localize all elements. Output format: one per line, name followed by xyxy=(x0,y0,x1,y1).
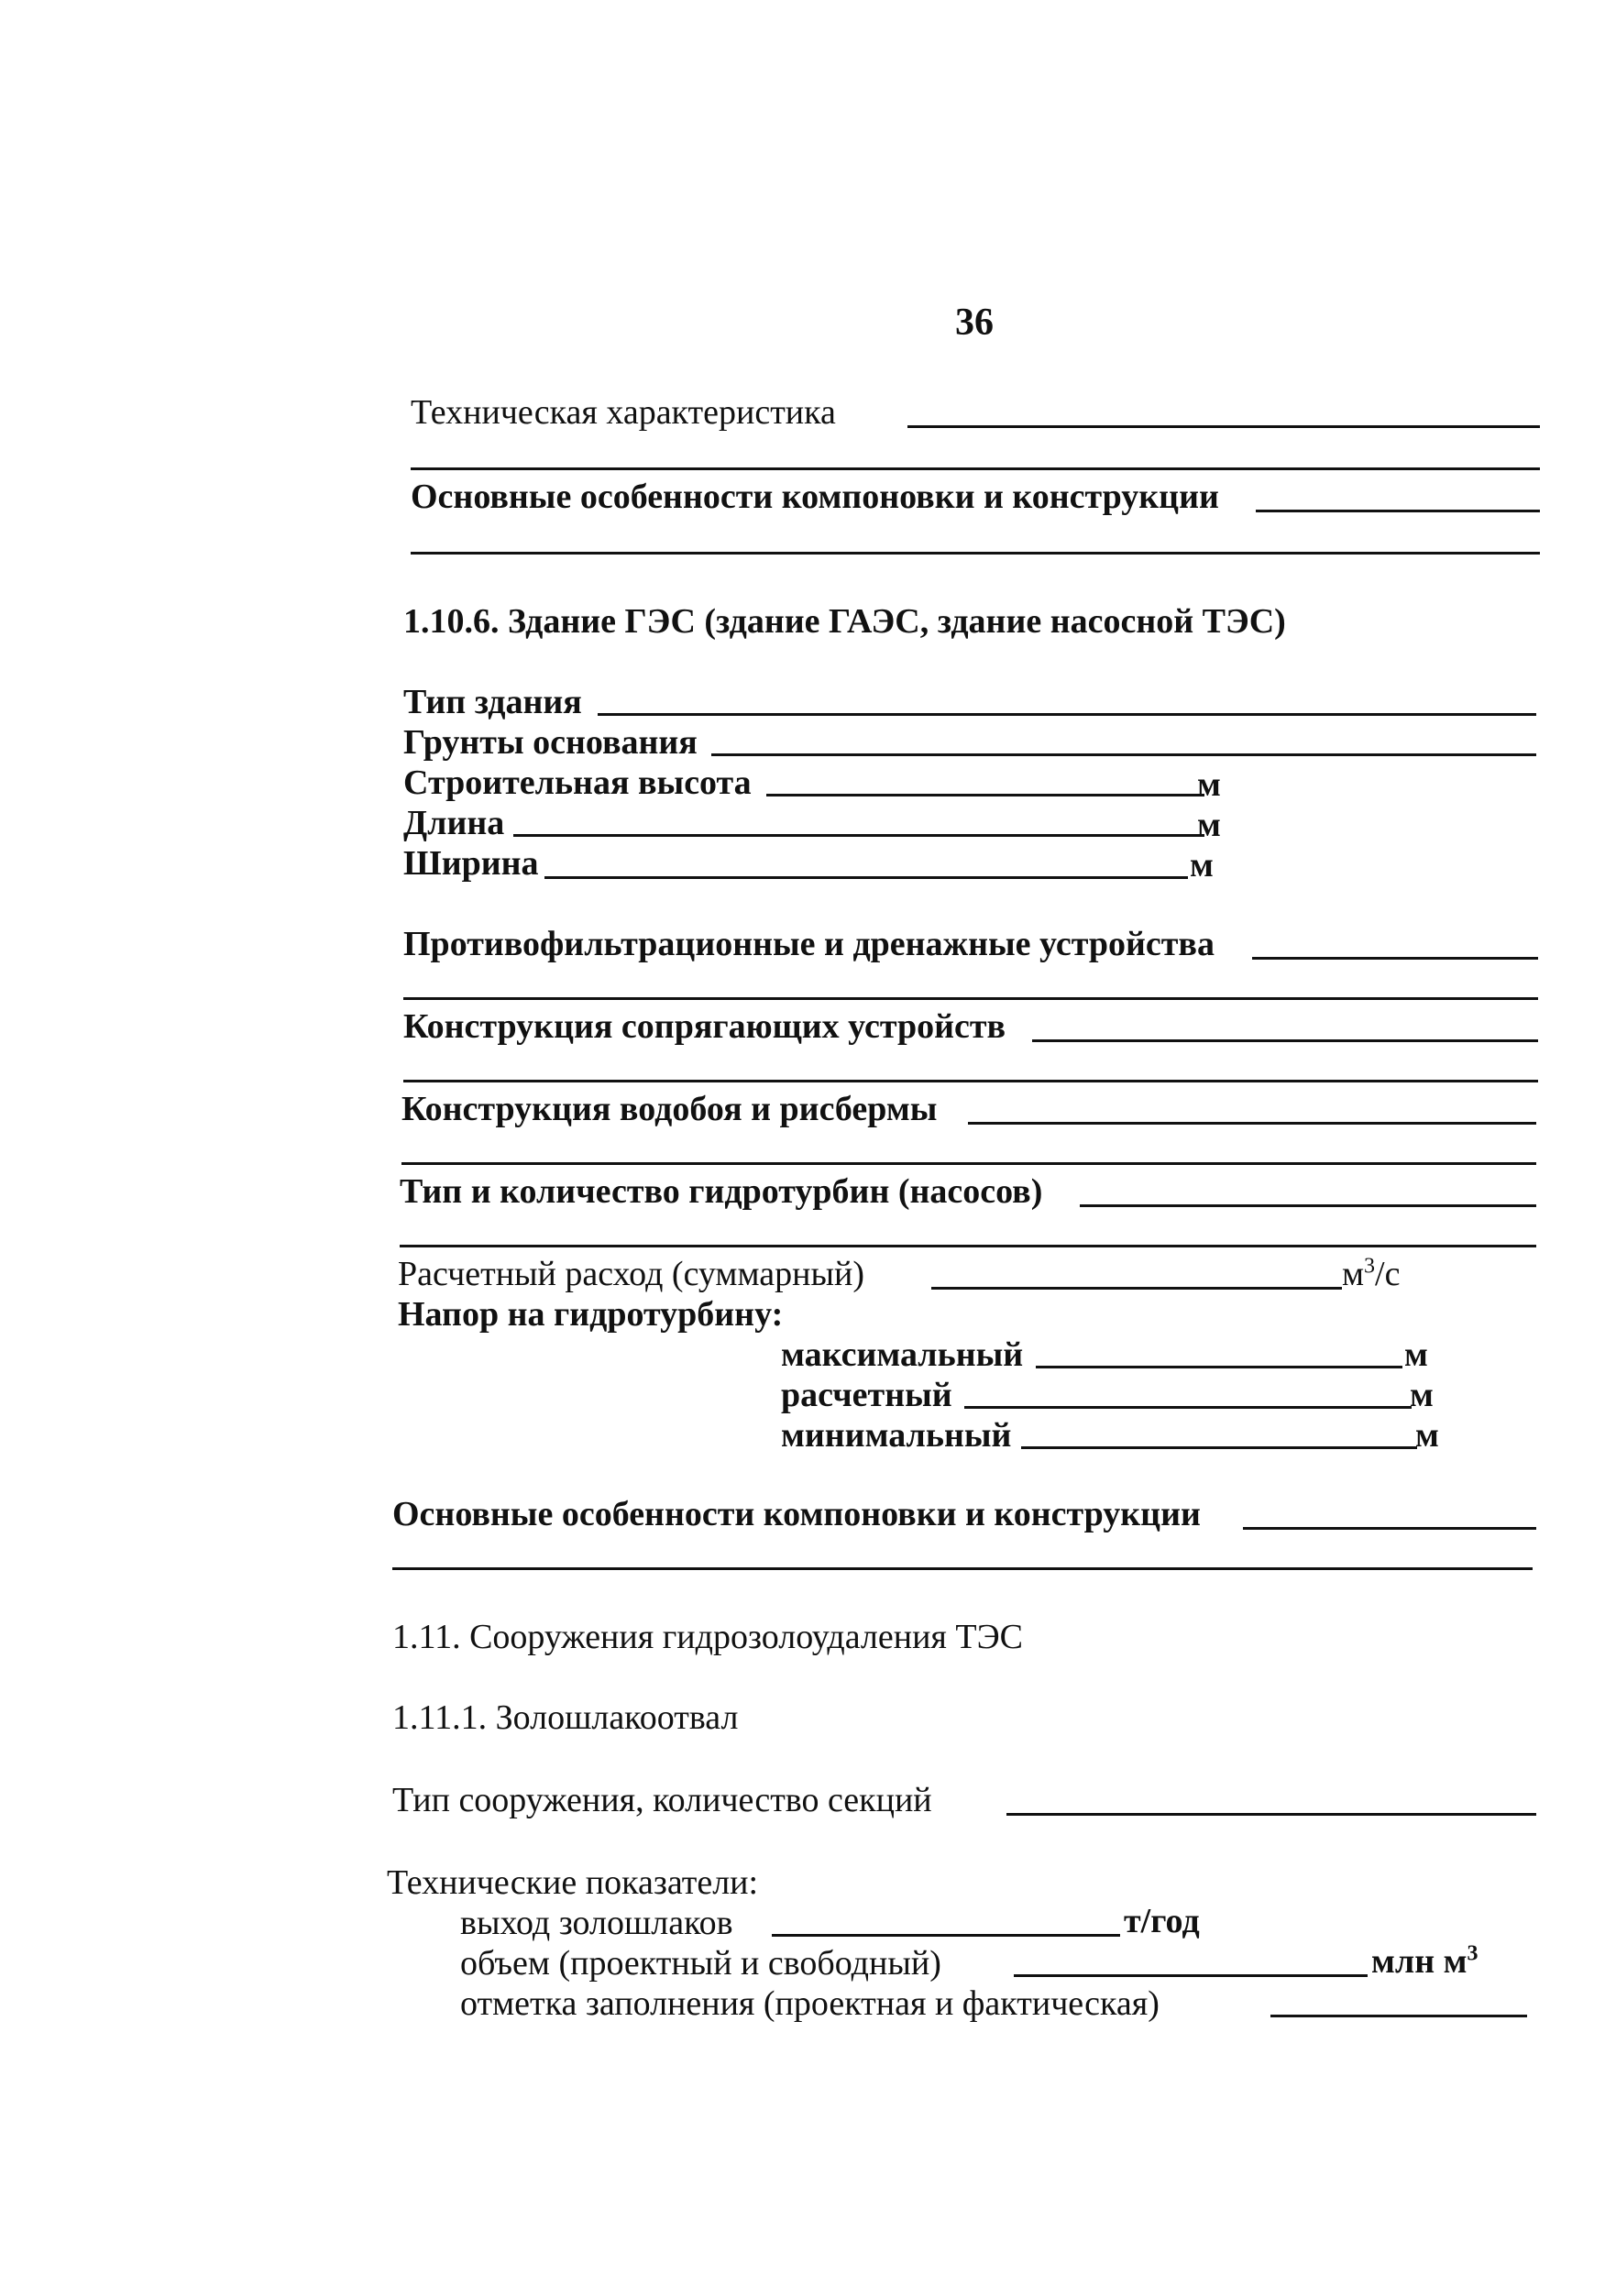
head-max-unit: м xyxy=(1404,1335,1428,1374)
layout-features-field-line2[interactable] xyxy=(411,552,1540,555)
head-label: Напор на гидротурбину: xyxy=(398,1295,784,1334)
stilling-basin-field[interactable] xyxy=(968,1122,1536,1125)
volume-unit-exponent: 3 xyxy=(1467,1941,1479,1966)
volume-unit-base: млн м xyxy=(1371,1942,1468,1981)
foundation-soils-field[interactable] xyxy=(711,753,1536,756)
antifiltration-field[interactable] xyxy=(1252,957,1538,960)
antifiltration-field-line2[interactable] xyxy=(403,997,1538,1000)
section-1-11-heading: 1.11. Сооружения гидрозолоудаления ТЭС xyxy=(392,1618,1024,1656)
design-flow-unit-base: м xyxy=(1342,1255,1365,1293)
build-height-field[interactable] xyxy=(766,794,1204,796)
layout-features-2-field-line2[interactable] xyxy=(392,1567,1533,1570)
length-unit: м xyxy=(1197,806,1221,844)
turbines-label: Тип и количество гидротурбин (насосов) xyxy=(400,1172,1043,1211)
layout-features-field[interactable] xyxy=(1256,510,1540,512)
head-max-field[interactable] xyxy=(1036,1366,1402,1368)
building-type-field[interactable] xyxy=(598,713,1536,716)
width-unit: м xyxy=(1190,846,1214,884)
design-flow-field[interactable] xyxy=(931,1287,1342,1290)
conjugating-devices-field-line2[interactable] xyxy=(403,1080,1538,1082)
head-calc-label: расчетный xyxy=(781,1376,952,1414)
layout-features-label: Основные особенности компоновки и конструкции xyxy=(411,478,1219,516)
layout-features-2-label: Основные особенности компоновки и конструкции xyxy=(392,1495,1201,1533)
design-flow-unit xyxy=(1342,1254,1400,1294)
design-flow-unit-tail: /с xyxy=(1375,1255,1401,1293)
antifiltration-label: Противофильтрационные и дренажные устройства xyxy=(403,925,1215,963)
volume-label: объем (проектный и свободный) xyxy=(460,1944,941,1983)
head-min-unit: м xyxy=(1415,1416,1439,1455)
section-1-11-1-heading: 1.11.1. Золошлакоотвал xyxy=(392,1698,739,1737)
building-type-label: Тип здания xyxy=(403,683,582,721)
head-calc-unit: м xyxy=(1410,1376,1434,1414)
width-label: Ширина xyxy=(403,844,539,883)
build-height-label: Строительная высота xyxy=(403,764,752,802)
head-max-label: максимальный xyxy=(781,1335,1024,1374)
ash-output-field[interactable] xyxy=(772,1934,1120,1937)
ash-output-label: выход золошлаков xyxy=(460,1904,733,1942)
stilling-basin-label: Конструкция водобоя и рисбермы xyxy=(401,1090,938,1128)
tech-characteristics-field-line2[interactable] xyxy=(411,467,1540,470)
turbines-field[interactable] xyxy=(1080,1204,1536,1207)
conjugating-devices-label: Конструкция сопрягающих устройств xyxy=(403,1007,1006,1046)
layout-features-2-field[interactable] xyxy=(1243,1527,1536,1530)
fill-mark-field[interactable] xyxy=(1270,2015,1527,2017)
fill-mark-label: отметка заполнения (проектная и фактическая) xyxy=(460,1984,1160,2023)
volume-unit xyxy=(1371,1941,1478,1982)
design-flow-unit-exponent: 3 xyxy=(1364,1254,1376,1279)
length-label: Длина xyxy=(403,804,505,842)
stilling-basin-field-line2[interactable] xyxy=(401,1162,1536,1165)
design-flow-label: Расчетный расход (суммарный) xyxy=(398,1255,864,1293)
conjugating-devices-field[interactable] xyxy=(1032,1039,1538,1042)
build-height-unit: м xyxy=(1197,765,1221,804)
head-min-field[interactable] xyxy=(1021,1446,1417,1449)
width-field[interactable] xyxy=(544,876,1188,879)
head-min-label: минимальный xyxy=(781,1416,1012,1455)
page-number: 36 xyxy=(955,302,994,344)
structure-type-field[interactable] xyxy=(1006,1813,1536,1816)
turbines-field-line2[interactable] xyxy=(400,1245,1536,1247)
tech-indicators-label: Технические показатели: xyxy=(387,1863,759,1902)
structure-type-label: Тип сооружения, количество секций xyxy=(392,1781,932,1819)
length-field[interactable] xyxy=(513,834,1204,837)
foundation-soils-label: Грунты основания xyxy=(403,723,698,762)
volume-field[interactable] xyxy=(1014,1974,1368,1977)
section-1-10-6-heading: 1.10.6. Здание ГЭС (здание ГАЭС, здание насосной ТЭС) xyxy=(403,602,1286,641)
ash-output-unit: т/год xyxy=(1124,1902,1200,1940)
tech-characteristics-label: Техническая характеристика xyxy=(411,393,836,432)
tech-characteristics-field[interactable] xyxy=(907,425,1540,428)
head-calc-field[interactable] xyxy=(964,1406,1412,1409)
